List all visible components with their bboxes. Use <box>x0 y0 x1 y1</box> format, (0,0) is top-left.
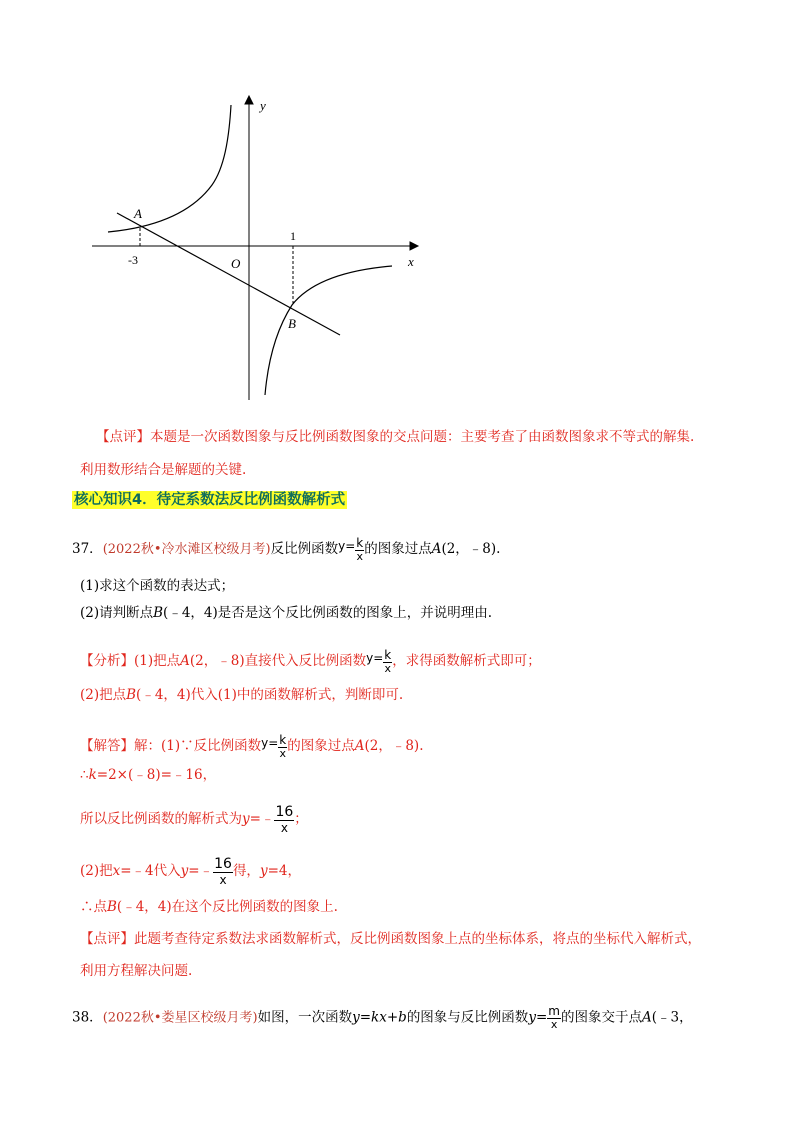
comment-1-tag: 【点评】 <box>96 429 150 445</box>
solution-line-4: (2)把x=﹣4代入y=﹣ $\frac{16}{x}$ 得，y=4， <box>80 856 301 887</box>
label-point-b: B <box>288 316 296 331</box>
comment-2-line-2: 利用方程解决问题. <box>80 963 193 979</box>
question-number: 38． <box>72 1009 103 1026</box>
fraction-16-over-x: $\frac{16}{x}$ <box>214 856 232 887</box>
fraction-k-over-x: $\frac{k}{x}$ <box>279 732 287 760</box>
fraction-k-over-x: $\frac{k}{x}$ <box>384 647 392 675</box>
label-origin: O <box>231 256 241 271</box>
question-37-part-2: (2)请判断点B(﹣4，4)是否是这个反比例函数的图象上，并说明理由. <box>80 605 493 621</box>
question-38-stem: 38．(2022秋•娄星区校级月考)如图，一次函数y=kx+b的图象与反比例函数y= $\frac{m}{x}$ 的图象交于点A(﹣3， <box>72 1004 693 1031</box>
hyperbola-branch-right <box>265 266 392 395</box>
solution-tag: 【解答】 <box>80 738 134 754</box>
section-heading: 核心知识4．待定系数法反比例函数解析式 <box>74 492 346 508</box>
label-y: y <box>260 98 266 113</box>
fraction-m-over-x: $\frac{m}{x}$ <box>548 1004 560 1031</box>
hyperbola-branch-left <box>108 105 231 232</box>
function-graph <box>85 90 425 410</box>
comment-1-line-2: 利用数形结合是解题的关键. <box>80 462 247 478</box>
question-37-stem: 37．(2022秋•冷水滩区校级月考)反比例函数y= $\frac{k}{x}$ 的图象过点A(2，﹣8). <box>72 535 501 563</box>
comment-2-line-1: 【点评】此题考查待定系数法求函数解析式，反比例函数图象上点的坐标体系，将点的坐标代入解析式， <box>80 931 701 947</box>
analysis-line-2: (2)把点B(﹣4，4)代入(1)中的函数解析式，判断即可. <box>80 687 404 703</box>
solution-line-3: 所以反比例函数的解析式为y=﹣ $\frac{16}{x}$ ； <box>80 804 308 835</box>
analysis-line-1: 【分析】(1)把点A(2，﹣8)直接代入反比例函数y= $\frac{k}{x}$ ，求得函数解析式即可； <box>80 647 541 675</box>
tick-label-1: 1 <box>290 229 296 243</box>
tick-label-neg3: -3 <box>128 253 138 267</box>
question-number: 37． <box>72 541 103 557</box>
question-source: (2022秋•冷水滩区校级月考) <box>102 542 271 557</box>
comment-2-tag: 【点评】 <box>80 931 134 947</box>
solution-line-2: ∴k=2×(﹣8)=﹣16， <box>80 767 217 783</box>
linear-function-line <box>117 213 340 335</box>
question-37-part-1: (1)求这个函数的表达式； <box>80 578 235 594</box>
x-axis-arrow <box>410 242 418 250</box>
analysis-tag: 【分析】 <box>80 653 134 669</box>
label-point-a: A <box>134 206 142 221</box>
fraction-16-over-x: $\frac{16}{x}$ <box>275 804 294 835</box>
fraction-k-over-x: $\frac{k}{x}$ <box>356 535 364 563</box>
solution-line-1: 【解答】解：(1)∵反比例函数y= $\frac{k}{x}$ 的图象过点A(2，﹣8). <box>80 732 424 760</box>
solution-line-5: ∴点B(﹣4，4)在这个反比例函数的图象上. <box>80 899 338 915</box>
label-x: x <box>408 254 414 269</box>
question-source: (2022秋•娄星区校级月考) <box>102 1010 258 1026</box>
comment-1-line-1: 【点评】本题是一次函数图象与反比例函数图象的交点问题：主要考查了由函数图象求不等式的解集. <box>96 429 695 445</box>
y-axis-arrow <box>245 96 253 104</box>
